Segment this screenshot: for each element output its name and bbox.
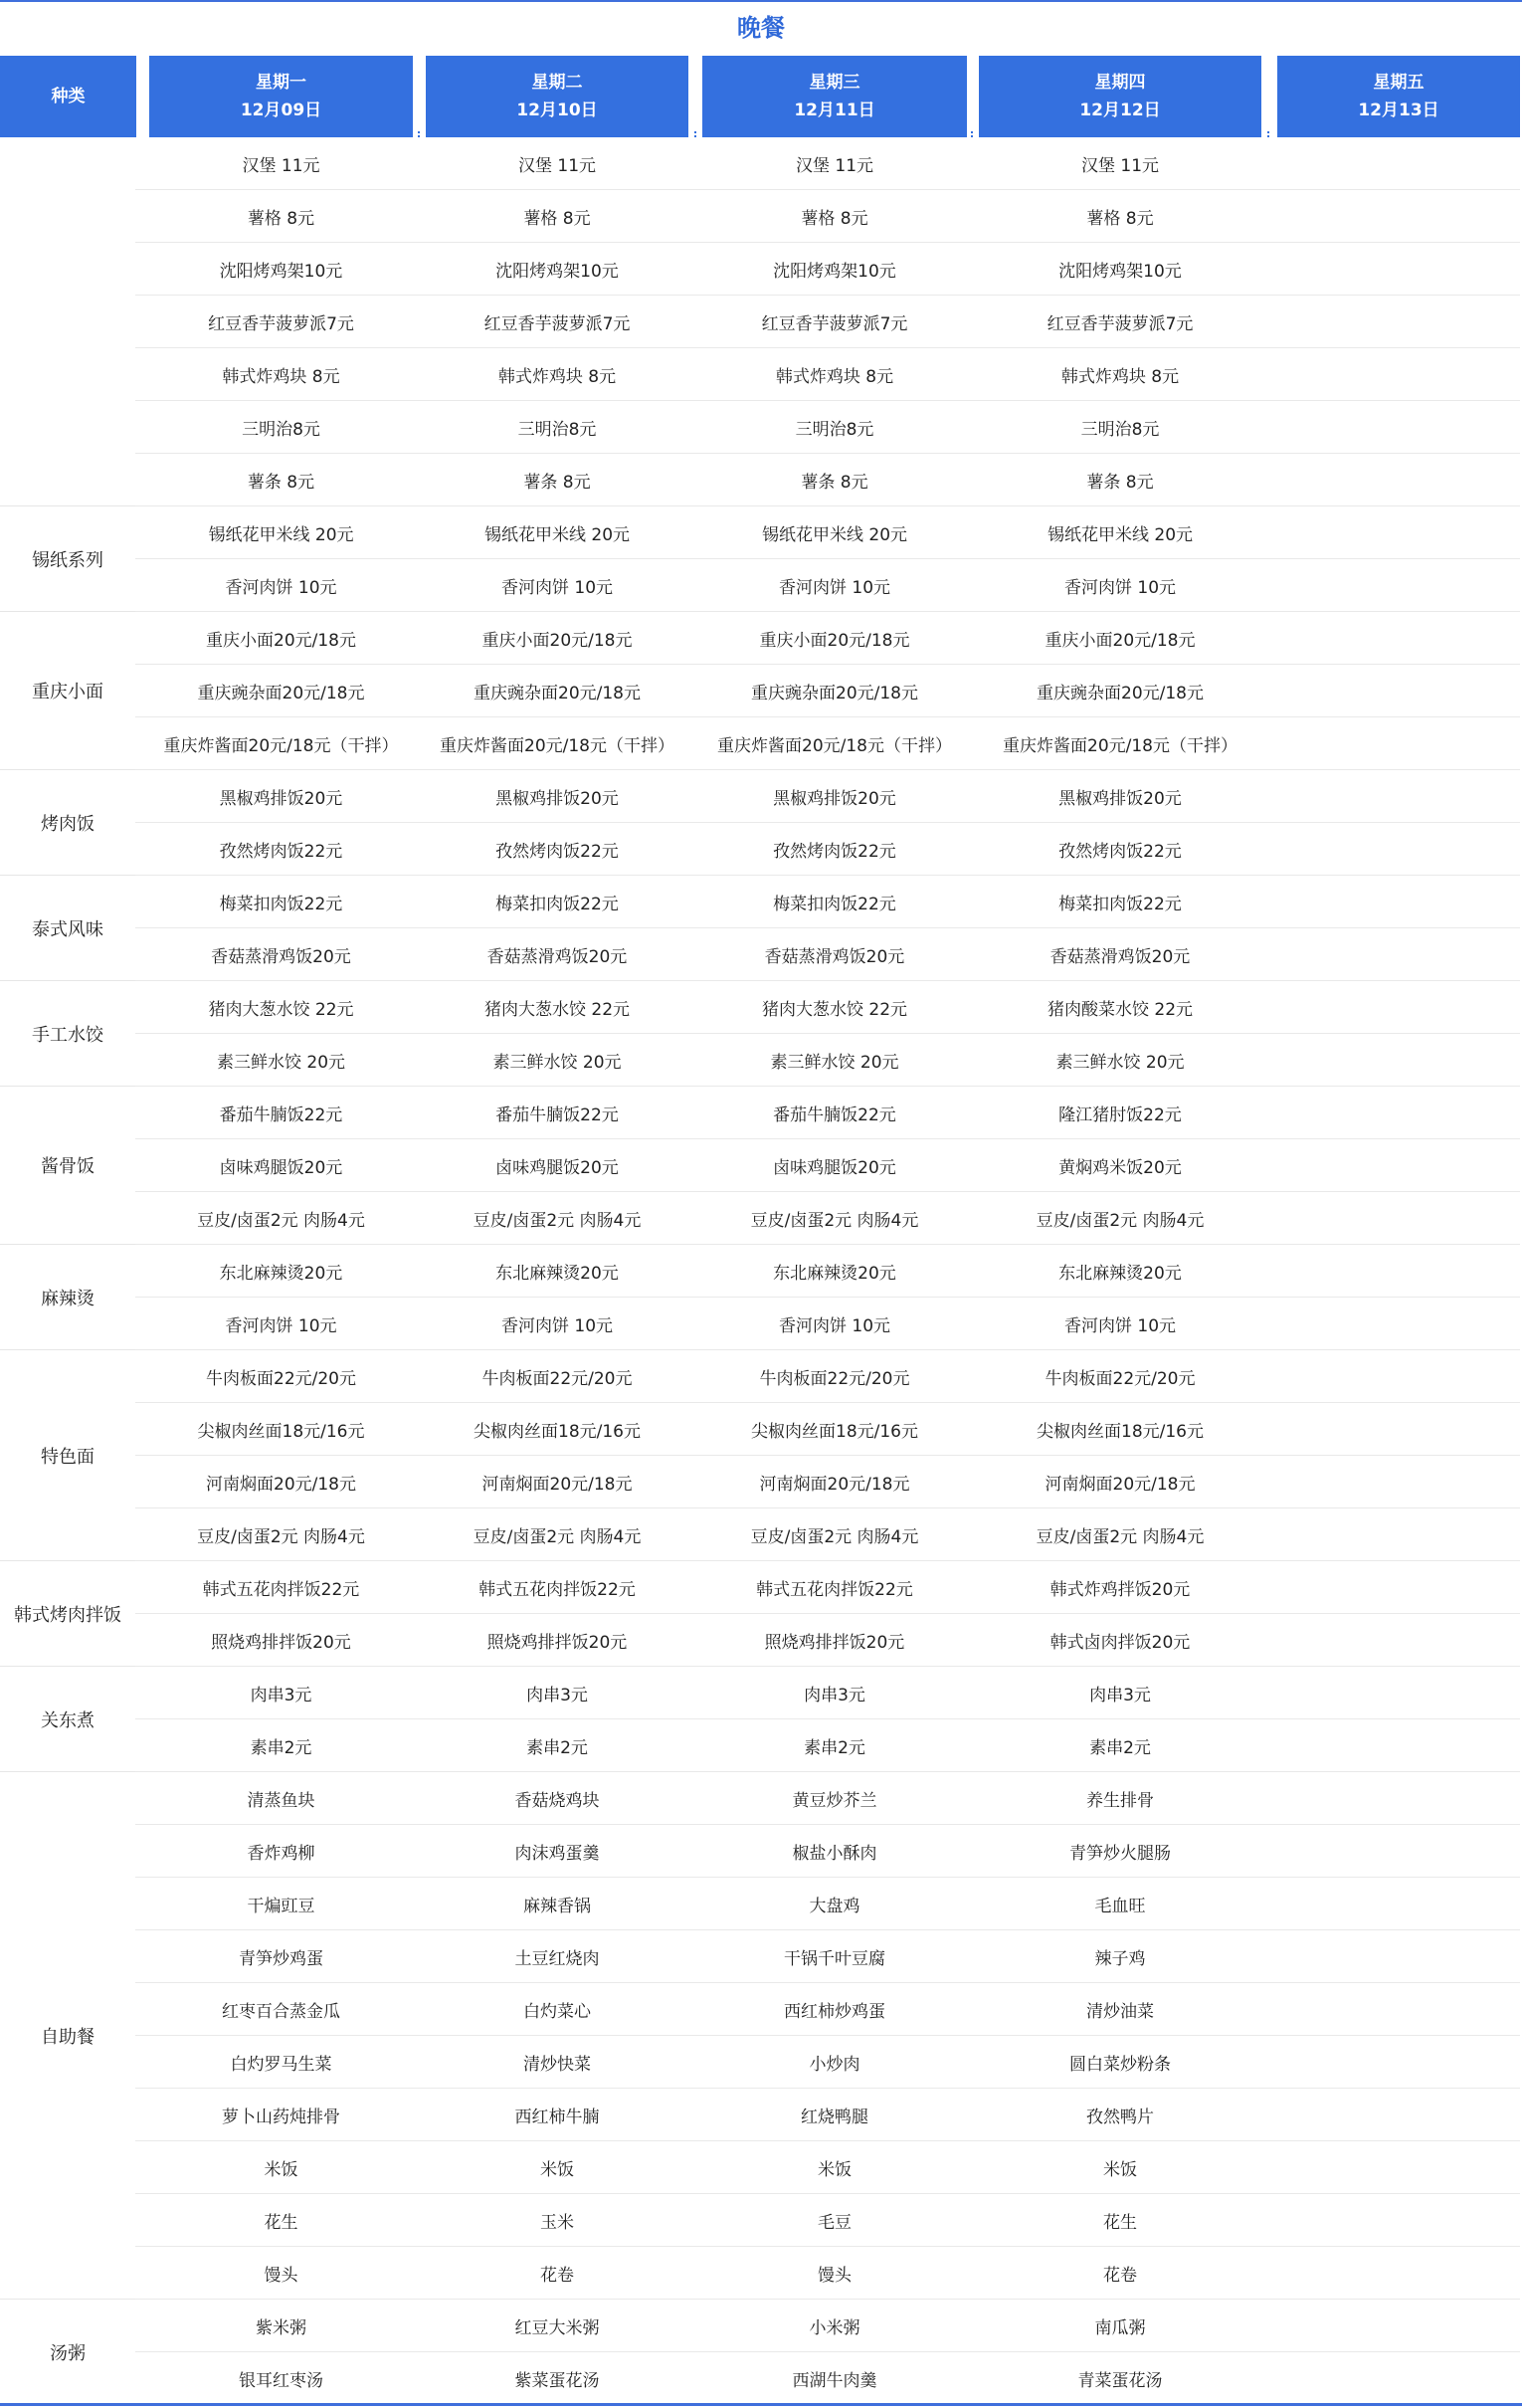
menu-row [135,137,1520,190]
category-label: 自助餐 [0,1772,135,2300]
menu-item-cell: 猪肉大葱水饺 22元 [208,999,354,1020]
menu-row [135,1456,1520,1508]
menu-item-cell: 花生 [264,2212,298,2233]
header-divider [1267,129,1269,137]
menu-item-cell: 红烧鸭腿 [801,2107,868,2127]
menu-item-cell: 香河肉饼 10元 [500,577,614,598]
menu-item-cell: 西红柿炒鸡蛋 [784,2001,885,2022]
menu-item-cell [1277,1245,1520,1297]
menu-item-cell: 香河肉饼 10元 [225,577,337,598]
menu-item-cell: 韩式炸鸡块 8元 [222,366,340,387]
menu-item-cell: 孜然烤肉饭22元 [773,841,896,862]
menu-item-cell: 清炒快菜 [523,2054,591,2075]
menu-item-cell [1277,2194,1520,2246]
category-label: 麻辣烫 [0,1245,135,1350]
menu-item-cell [1277,137,1520,189]
category-label: 烤肉饭 [0,770,135,876]
menu-item-cell: 香河肉饼 10元 [1063,577,1177,598]
menu-item-cell [1277,559,1520,611]
menu-row [135,612,1520,665]
menu-item-cell [1277,506,1520,558]
menu-item-cell: 黑椒鸡排饭20元 [1058,788,1182,809]
menu-item-cell: 素三鲜水饺 20元 [216,1052,346,1073]
menu-item-cell [1277,665,1520,716]
menu-item-cell: 土豆红烧肉 [514,1948,600,1969]
menu-item-cell: 黄豆炒芥兰 [792,1790,877,1811]
menu-row [135,981,1520,1034]
menu-item-cell: 素三鲜水饺 20元 [1055,1052,1185,1073]
menu-item-cell: 米饭 [540,2159,574,2180]
header-day-wednesday [702,56,967,137]
menu-item-cell: 豆皮/卤蛋2元 肉肠4元 [750,1210,919,1231]
menu-item-cell [1277,1719,1520,1771]
menu-item-cell: 黑椒鸡排饭20元 [495,788,619,809]
menu-item-cell: 沈阳烤鸡架10元 [773,261,896,282]
menu-item-cell: 清蒸鱼块 [247,1790,315,1811]
menu-row [135,506,1520,559]
menu-item-cell: 红枣百合蒸金瓜 [222,2001,340,2022]
menu-row [135,717,1520,770]
menu-item-cell [1277,296,1520,347]
header-date: 12月11日 [794,100,875,120]
menu-item-cell: 圆白菜炒粉条 [1069,2054,1171,2075]
menu-item-cell: 清炒油菜 [1086,2001,1154,2022]
menu-item-cell [1277,928,1520,980]
menu-item-cell: 猪肉酸菜水饺 22元 [1046,999,1194,1020]
menu-item-cell: 素三鲜水饺 20元 [492,1052,622,1073]
menu-item-cell [1277,1983,1520,2035]
menu-item-cell [1277,1350,1520,1402]
menu-item-cell: 素串2元 [1089,1737,1151,1758]
menu-item-cell [1277,612,1520,664]
menu-item-cell: 薯条 8元 [1086,472,1154,493]
menu-row [135,190,1520,243]
menu-item-cell: 河南焖面20元/18元 [1045,1474,1196,1495]
menu-item-cell: 青菜蛋花汤 [1077,2370,1163,2391]
menu-row [135,876,1520,928]
menu-item-cell: 薯条 8元 [247,472,315,493]
menu-row [135,1561,1520,1614]
menu-row [135,454,1520,506]
menu-row [135,1087,1520,1139]
menu-item-cell: 豆皮/卤蛋2元 肉肠4元 [750,1526,919,1547]
menu-item-cell: 米饭 [264,2159,298,2180]
menu-item-cell: 素串2元 [804,1737,865,1758]
menu-item-cell: 韩式五花肉拌饭22元 [202,1579,360,1600]
menu-item-cell: 豆皮/卤蛋2元 肉肠4元 [473,1526,642,1547]
menu-item-cell: 米饭 [818,2159,852,2180]
menu-item-cell: 肉串3元 [804,1685,865,1706]
menu-item-cell: 香菇蒸滑鸡饭20元 [764,946,905,967]
menu-item-cell [1277,348,1520,400]
menu-row [135,1614,1520,1667]
menu-item-cell: 牛肉板面22元/20元 [481,1368,633,1389]
header-divider [971,129,973,137]
menu-item-cell: 重庆豌杂面20元/18元 [1037,683,1204,703]
menu-item-cell: 薯格 8元 [801,208,868,229]
menu-item-cell: 重庆小面20元/18元 [481,630,633,651]
menu-item-cell: 香菇蒸滑鸡饭20元 [1049,946,1191,967]
menu-item-cell: 豆皮/卤蛋2元 肉肠4元 [197,1210,365,1231]
menu-item-cell: 重庆豌杂面20元/18元 [474,683,641,703]
menu-item-cell: 沈阳烤鸡架10元 [219,261,343,282]
menu-row [135,2300,1520,2352]
menu-row [135,559,1520,612]
menu-item-cell: 黑椒鸡排饭20元 [773,788,896,809]
category-label: 汤粥 [0,2300,135,2405]
menu-item-cell: 猪肉大葱水饺 22元 [483,999,631,1020]
menu-row [135,1508,1520,1561]
menu-item-cell: 三明治8元 [1080,419,1160,440]
menu-item-cell: 韩式炸鸡块 8元 [497,366,617,387]
header-date: 12月13日 [1358,100,1439,120]
menu-item-cell: 薯格 8元 [1086,208,1154,229]
menu-item-cell [1277,1825,1520,1877]
header-weekday: 星期五 [1373,73,1425,93]
menu-item-cell: 白灼菜心 [523,2001,591,2022]
menu-item-cell [1277,1508,1520,1560]
menu-item-cell: 毛血旺 [1094,1896,1146,1916]
menu-item-cell: 猪肉大葱水饺 22元 [761,999,908,1020]
menu-row [135,348,1520,401]
menu-item-cell: 梅菜扣肉饭22元 [773,894,896,914]
menu-item-cell: 卤味鸡腿饭20元 [219,1157,343,1178]
menu-item-cell: 干煸豇豆 [247,1896,315,1916]
menu-item-cell: 香河肉饼 10元 [1063,1315,1177,1336]
menu-item-cell: 重庆小面20元/18元 [206,630,356,651]
menu-item-cell: 牛肉板面22元/20元 [759,1368,910,1389]
menu-item-cell: 锡纸花甲米线 20元 [208,524,354,545]
menu-item-cell: 香河肉饼 10元 [500,1315,614,1336]
menu-item-cell: 白灼罗马生菜 [230,2054,332,2075]
menu-item-cell: 花生 [1103,2212,1137,2233]
menu-item-cell: 红豆大米粥 [514,2317,600,2338]
header-date: 12月12日 [1079,100,1161,120]
menu-row [135,1298,1520,1350]
menu-row [135,1034,1520,1087]
menu-title: 晚餐 [737,14,785,42]
header-weekday: 星期一 [256,73,306,93]
menu-item-cell: 重庆小面20元/18元 [1045,630,1196,651]
menu-item-cell: 番茄牛腩饭22元 [219,1104,343,1125]
menu-item-cell: 大盘鸡 [809,1896,860,1916]
menu-item-cell: 照烧鸡排拌饭20元 [486,1632,628,1653]
menu-item-cell: 三明治8元 [517,419,597,440]
menu-item-cell: 小米粥 [809,2317,860,2338]
menu-item-cell: 青笋炒火腿肠 [1069,1843,1171,1864]
category-label: 手工水饺 [0,981,135,1087]
menu-row [135,243,1520,296]
menu-item-cell [1277,1878,1520,1929]
menu-item-cell: 辣子鸡 [1094,1948,1146,1969]
menu-item-cell: 香河肉饼 10元 [225,1315,337,1336]
category-label: 锡纸系列 [0,506,135,612]
menu-item-cell: 红豆香芋菠萝派7元 [761,313,908,334]
menu-item-cell [1277,401,1520,453]
menu-item-cell: 养生排骨 [1086,1790,1154,1811]
menu-item-cell: 牛肉板面22元/20元 [206,1368,356,1389]
menu-item-cell: 韩式炸鸡块 8元 [1060,366,1180,387]
menu-item-cell: 卤味鸡腿饭20元 [495,1157,619,1178]
menu-item-cell: 米饭 [1103,2159,1137,2180]
menu-item-cell [1277,2352,1520,2404]
menu-item-cell: 红豆香芋菠萝派7元 [208,313,354,334]
menu-item-cell: 东北麻辣烫20元 [495,1263,619,1284]
menu-row [135,1403,1520,1456]
menu-item-cell [1277,981,1520,1033]
menu-item-cell: 梅菜扣肉饭22元 [495,894,619,914]
menu-item-cell: 素串2元 [250,1737,312,1758]
menu-item-cell [1277,1614,1520,1666]
menu-item-cell: 肉串3元 [250,1685,312,1706]
menu-item-cell: 尖椒肉丝面18元/16元 [1037,1421,1204,1442]
menu-row [135,665,1520,717]
menu-item-cell: 重庆豌杂面20元/18元 [197,683,365,703]
menu-item-cell: 重庆炸酱面20元/18元（干拌） [717,735,952,756]
category-label: 泰式风味 [0,876,135,981]
menu-item-cell [1277,1667,1520,1718]
category-label: 特色面 [0,1350,135,1561]
header-day-friday [1277,56,1520,137]
menu-item-cell: 萝卜山药炖排骨 [222,2107,340,2127]
menu-row [135,2247,1520,2300]
header-day-tuesday [426,56,688,137]
menu-item-cell [1277,1034,1520,1086]
menu-item-cell [1277,1139,1520,1191]
menu-item-cell [1277,190,1520,242]
menu-item-cell: 汉堡 11元 [517,155,597,176]
category-label: 酱骨饭 [0,1087,135,1245]
menu-item-cell: 照烧鸡排拌饭20元 [764,1632,905,1653]
menu-item-cell: 番茄牛腩饭22元 [495,1104,619,1125]
menu-item-cell: 香菇蒸滑鸡饭20元 [486,946,628,967]
menu-item-cell: 韩式五花肉拌饭22元 [478,1579,636,1600]
menu-row [135,296,1520,348]
category-label: 重庆小面 [0,612,135,770]
menu-item-cell [1277,1192,1520,1244]
menu-item-cell: 东北麻辣烫20元 [1058,1263,1182,1284]
menu-item-cell: 香菇烧鸡块 [514,1790,600,1811]
menu-row [135,2089,1520,2141]
menu-item-cell: 河南焖面20元/18元 [206,1474,356,1495]
menu-item-cell [1277,823,1520,875]
menu-item-cell: 馒头 [818,2265,852,2286]
menu-item-cell [1277,1087,1520,1138]
menu-item-cell: 汉堡 11元 [1080,155,1160,176]
menu-row [135,1825,1520,1878]
menu-item-cell: 梅菜扣肉饭22元 [1058,894,1182,914]
menu-item-cell: 重庆小面20元/18元 [759,630,910,651]
menu-item-cell: 黄焖鸡米饭20元 [1058,1157,1182,1178]
menu-item-cell: 豆皮/卤蛋2元 肉肠4元 [197,1526,365,1547]
menu-row [135,2036,1520,2089]
menu-item-cell: 西红柿牛腩 [514,2107,600,2127]
menu-row [135,1667,1520,1719]
menu-item-cell: 馒头 [264,2265,298,2286]
menu-item-cell [1277,1930,1520,1982]
header-date: 12月10日 [516,100,598,120]
menu-item-cell: 韩式五花肉拌饭22元 [756,1579,913,1600]
menu-item-cell: 三明治8元 [242,419,320,440]
menu-item-cell: 东北麻辣烫20元 [219,1263,343,1284]
menu-item-cell: 紫菜蛋花汤 [514,2370,600,2391]
menu-item-cell: 三明治8元 [795,419,874,440]
menu-item-cell [1277,1561,1520,1613]
menu-row [135,770,1520,823]
menu-item-cell: 豆皮/卤蛋2元 肉肠4元 [1036,1526,1205,1547]
menu-item-cell: 香菇蒸滑鸡饭20元 [211,946,351,967]
menu-item-cell: 照烧鸡排拌饭20元 [211,1632,351,1653]
menu-item-cell: 肉串3元 [1089,1685,1151,1706]
menu-item-cell: 韩式炸鸡块 8元 [775,366,894,387]
menu-row [135,928,1520,981]
menu-item-cell [1277,2300,1520,2351]
menu-item-cell: 沈阳烤鸡架10元 [495,261,619,282]
menu-item-cell: 南瓜粥 [1094,2317,1146,2338]
menu-item-cell: 红豆香芋菠萝派7元 [1046,313,1194,334]
menu-item-cell: 尖椒肉丝面18元/16元 [751,1421,918,1442]
menu-item-cell: 花卷 [1103,2265,1137,2286]
menu-item-cell: 黑椒鸡排饭20元 [219,788,343,809]
menu-item-cell: 西湖牛肉羹 [792,2370,877,2391]
menu-row [135,2352,1520,2405]
menu-item-cell: 素三鲜水饺 20元 [770,1052,899,1073]
menu-item-cell: 香河肉饼 10元 [778,577,891,598]
menu-item-cell: 孜然鸭片 [1086,2107,1154,2127]
menu-item-cell: 红豆香芋菠萝派7元 [483,313,631,334]
menu-row [135,2141,1520,2194]
menu-row [135,2194,1520,2247]
menu-item-cell: 东北麻辣烫20元 [773,1263,896,1284]
menu-item-cell [1277,717,1520,769]
menu-item-cell [1277,1298,1520,1349]
menu-item-cell: 卤味鸡腿饭20元 [773,1157,896,1178]
menu-item-cell: 汉堡 11元 [242,155,320,176]
bottom-accent-line [0,2403,1522,2406]
header-weekday: 星期四 [1094,73,1146,93]
menu-item-cell: 麻辣香锅 [523,1896,591,1916]
menu-row [135,1878,1520,1930]
header-category [0,56,136,137]
menu-item-cell: 汉堡 11元 [795,155,874,176]
menu-item-cell [1277,2036,1520,2088]
menu-row [135,1772,1520,1825]
menu-item-cell: 沈阳烤鸡架10元 [1058,261,1182,282]
menu-item-cell: 重庆炸酱面20元/18元（干拌） [440,735,674,756]
menu-item-cell: 重庆炸酱面20元/18元（干拌） [1003,735,1237,756]
menu-item-cell: 重庆炸酱面20元/18元（干拌） [163,735,399,756]
menu-item-cell: 河南焖面20元/18元 [759,1474,910,1495]
menu-item-cell: 薯格 8元 [523,208,591,229]
menu-row [135,401,1520,454]
menu-item-cell [1277,454,1520,505]
menu-item-cell: 梅菜扣肉饭22元 [219,894,343,914]
menu-row [135,1139,1520,1192]
menu-row [135,1930,1520,1983]
menu-item-cell [1277,1403,1520,1455]
menu-item-cell: 椒盐小酥肉 [792,1843,877,1864]
menu-item-cell: 薯条 8元 [523,472,591,493]
menu-item-cell: 薯格 8元 [247,208,315,229]
menu-item-cell: 香河肉饼 10元 [778,1315,891,1336]
header-day-thursday [979,56,1261,137]
menu-row [135,1350,1520,1403]
menu-table-body [0,137,1522,2403]
menu-row [135,1983,1520,2036]
category-label [0,137,135,506]
menu-item-cell [1277,2247,1520,2299]
header-category-label: 种类 [51,87,86,106]
menu-item-cell: 小炒肉 [809,2054,860,2075]
menu-item-cell: 薯条 8元 [801,472,868,493]
menu-item-cell: 河南焖面20元/18元 [481,1474,633,1495]
menu-item-cell: 韩式卤肉拌饭20元 [1049,1632,1191,1653]
header-weekday: 星期二 [531,73,583,93]
menu-row [135,1192,1520,1245]
menu-item-cell: 锡纸花甲米线 20元 [483,524,631,545]
menu-item-cell [1277,2089,1520,2140]
menu-item-cell [1277,2141,1520,2193]
menu-item-cell [1277,770,1520,822]
menu-item-cell: 紫米粥 [256,2317,306,2338]
menu-item-cell: 孜然烤肉饭22元 [1058,841,1182,862]
menu-item-cell: 豆皮/卤蛋2元 肉肠4元 [1036,1210,1205,1231]
menu-item-cell: 孜然烤肉饭22元 [219,841,343,862]
menu-item-cell: 尖椒肉丝面18元/16元 [474,1421,641,1442]
category-label: 关东煮 [0,1667,135,1772]
menu-item-cell: 青笋炒鸡蛋 [239,1948,323,1969]
menu-item-cell: 豆皮/卤蛋2元 肉肠4元 [473,1210,642,1231]
menu-item-cell: 尖椒肉丝面18元/16元 [197,1421,365,1442]
header-divider [418,129,420,137]
menu-item-cell: 毛豆 [818,2212,852,2233]
menu-row [135,1245,1520,1298]
menu-row [135,823,1520,876]
header-date: 12月09日 [240,100,322,120]
menu-item-cell: 锡纸花甲米线 20元 [761,524,908,545]
menu-item-cell [1277,1456,1520,1507]
header-divider [694,129,696,137]
menu-item-cell: 玉米 [540,2212,574,2233]
menu-item-cell [1277,876,1520,927]
category-label: 韩式烤肉拌饭 [0,1561,135,1667]
menu-item-cell: 隆江猪肘饭22元 [1058,1104,1182,1125]
menu-item-cell: 香炸鸡柳 [247,1843,315,1864]
menu-item-cell: 牛肉板面22元/20元 [1045,1368,1196,1389]
menu-item-cell [1277,1772,1520,1824]
menu-item-cell: 银耳红枣汤 [239,2370,323,2391]
menu-item-cell: 锡纸花甲米线 20元 [1046,524,1194,545]
menu-item-cell: 花卷 [540,2265,574,2286]
menu-item-cell: 番茄牛腩饭22元 [773,1104,896,1125]
menu-item-cell [1277,243,1520,295]
menu-item-cell: 素串2元 [526,1737,588,1758]
menu-item-cell: 肉串3元 [526,1685,588,1706]
header-day-monday [149,56,413,137]
menu-item-cell: 重庆豌杂面20元/18元 [751,683,918,703]
menu-item-cell: 韩式炸鸡拌饭20元 [1049,1579,1191,1600]
menu-item-cell: 肉沫鸡蛋羹 [514,1843,600,1864]
header-weekday: 星期三 [809,73,860,93]
menu-item-cell: 孜然烤肉饭22元 [495,841,619,862]
menu-item-cell: 干锅千叶豆腐 [784,1948,885,1969]
menu-row [135,1719,1520,1772]
